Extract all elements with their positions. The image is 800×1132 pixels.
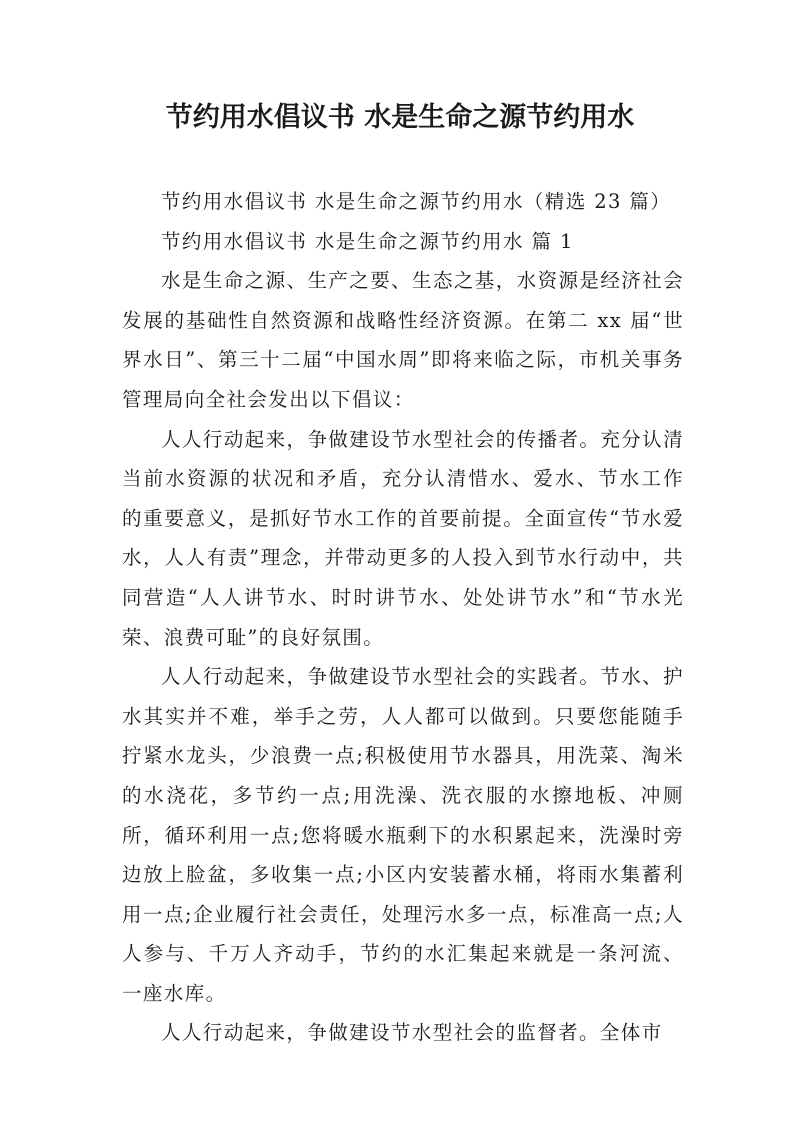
body-paragraph: 人人行动起来，争做建设节水型社会的传播者。充分认清当前水资源的状况和矛盾，充分认清惜水、爱水、节水工作的重要意义，是抓好节水工作的首要前提。全面宣传“节水爱水，人人有责”理念，并带动更多的人投入到节水行动中，共同营造“人人讲节水、时时讲节水、处处讲节水”和“节水光荣、浪费可耻”的良好氛围。: [122, 427, 684, 649]
body-paragraph: 水是生命之源、生产之要、生态之基，水资源是经济社会发展的基础性自然资源和战略性经济资源。在第二 xx 届“世界水日”、第三十二届“中国水周”即将来临之际，市机关事务管理局向全社会发出以下倡议：: [122, 269, 684, 411]
document-title: 节约用水倡议书 水是生命之源节约用水: [165, 102, 635, 133]
document-subtitle: 节约用水倡议书 水是生命之源节约用水（精选 23 篇）: [161, 190, 672, 213]
body-paragraph: 人人行动起来，争做建设节水型社会的实践者。节水、护水其实并不难，举手之劳，人人都可以做到。只要您能随手拧紧水龙头，少浪费一点;积极使用节水器具，用洗菜、淘米的水浇花，多节约一点;用洗澡、洗衣服的水擦地板、冲厕所，循环利用一点;您将暖水瓶剩下的水积累起来，洗澡时旁边放上脸盆，多收集一点;小区内安装蓄水桶，将雨水集蓄利用一点;企业履行社会责任，处理污水多一点，标准高一点;人人参与、千万人齐动手，节约的水汇集起来就是一条河流、一座水库。: [122, 665, 684, 1005]
document-body: [122, 182, 684, 1053]
section-heading: 节约用水倡议书 水是生命之源节约用水 篇 1: [161, 229, 574, 253]
body-paragraph: 人人行动起来，争做建设节水型社会的监督者。全体市: [161, 1021, 663, 1045]
